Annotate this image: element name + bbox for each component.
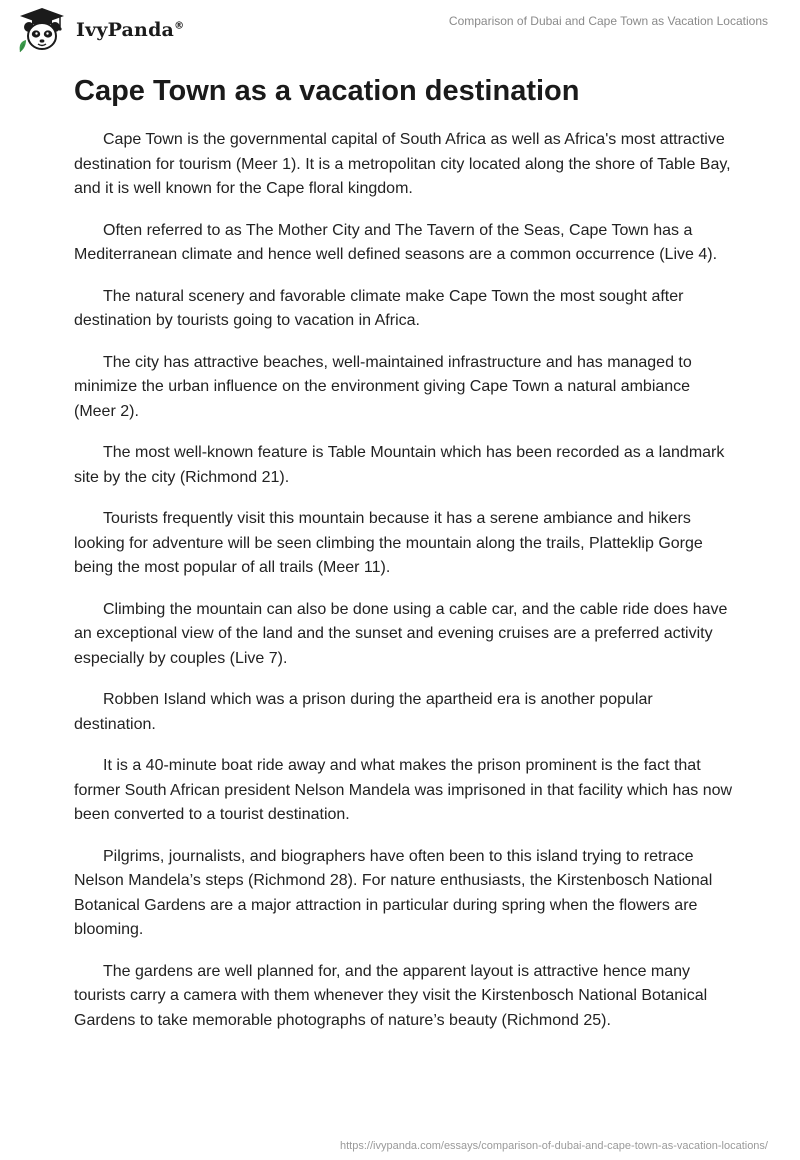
- ivypanda-logo[interactable]: [14, 6, 184, 54]
- paragraph-1: Cape Town is the governmental capital of South Africa as well as Africa's most attractive destination for tourism (Meer 1). It is a metropolitan city located along the shore of Table Bay, and it is well known for the Cape floral kingdom.: [74, 131, 731, 197]
- document-title: Comparison of Dubai and Cape Town as Vacation Locations: [448, 14, 768, 28]
- paragraph-10: Pilgrims, journalists, and biographers have often been to this island trying to retrace Nelson Mandela’s steps (Richmond 28). For nature enthusiasts, the Kirstenbosch National Botanical Gardens are a major attraction in particular during spring when the flowers are blooming.: [74, 847, 713, 938]
- paragraph-4: The city has attractive beaches, well-maintained infrastructure and has managed to minimize the urban influence on the environment giving Cape Town a natural ambiance (Meer 2).: [74, 353, 692, 420]
- source-url[interactable]: https://ivypanda.com/essays/comparison-of-dubai-and-cape-town-as-vacation-locations/: [340, 1140, 768, 1152]
- article-body: [74, 72, 734, 1050]
- paragraph-8: Robben Island which was a prison during the apartheid era is another popular destination.: [74, 691, 653, 733]
- brand-name: IvyPanda®: [76, 19, 185, 41]
- paragraph-5: The most well-known feature is Table Mountain which has been recorded as a landmark site by the city (Richmond 21).: [74, 444, 725, 486]
- registered-mark: ®: [174, 20, 185, 32]
- paragraph-9: It is a 40-minute boat ride away and what makes the prison prominent is the fact that former South African president Nelson Mandela was imprisoned in that facility which has now been converted to a tourist destination.: [74, 757, 733, 823]
- paragraph-11: The gardens are well planned for, and the apparent layout is attractive hence many tourists carry a camera with them whenever they visit the Kirstenbosch National Botanical Gardens to take memorable photographs of nature’s beauty (Richmond 25).: [74, 962, 708, 1029]
- paragraph-6: Tourists frequently visit this mountain because it has a serene ambiance and hikers looking for adventure will be seen climbing the mountain along the trails, Platteklip Gorge being the most popular of all trails (Meer 11).: [74, 510, 703, 576]
- paragraph-3: The natural scenery and favorable climate make Cape Town the most sought after destination by tourists going to vacation in Africa.: [74, 287, 684, 329]
- paragraph-2: Often referred to as The Mother City and The Tavern of the Seas, Cape Town has a Mediterranean climate and hence well defined seasons are a common occurrence (Live 4).: [74, 221, 718, 263]
- panda-graduate-icon: [14, 6, 70, 54]
- page-header: [0, 0, 800, 60]
- paragraph-7: Climbing the mountain can also be done using a cable car, and the cable ride does have an exceptional view of the land and the sunset and evening cruises are a preferred activity especially by couples (Live 7).: [74, 600, 728, 667]
- section-heading: Cape Town as a vacation destination: [74, 75, 580, 107]
